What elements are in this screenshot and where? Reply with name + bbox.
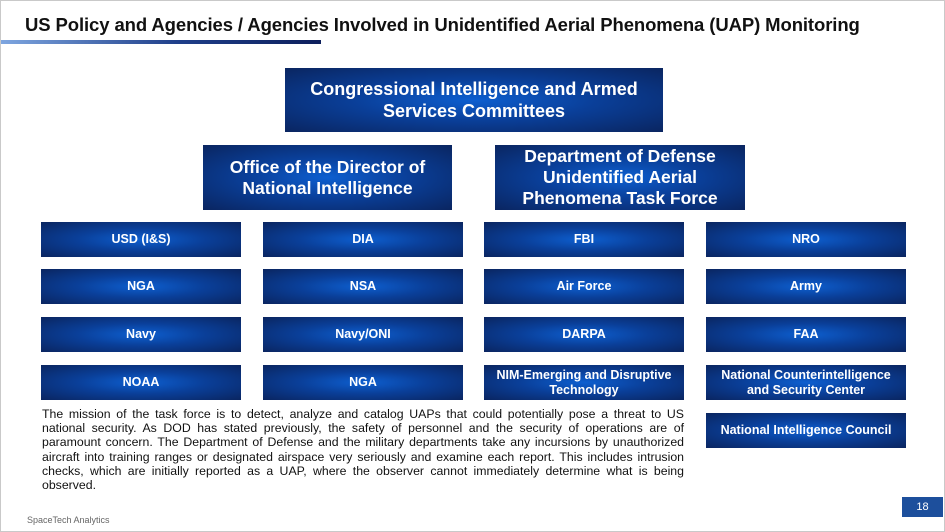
- agency-label: FBI: [573, 232, 595, 246]
- task-force-description: The mission of the task force is to detect, analyze and catalog UAPs that could potentially pose a threat to US national security. As DOD has stated previously, the safety of personnel and the security of operations are of paramount concern. The Department of Defense and the military departments take any incursions by unauthorized aircraft into training ranges or designated airspace very seriously and examine each report. This includes intrusion checks, which are initially reported as a UAP, where the observer cannot immediately determine what is being observed.: [42, 407, 684, 493]
- odni-label: Office of the Director of National Intelligence: [229, 156, 426, 198]
- agency-label: NSA: [349, 279, 377, 293]
- slide-title: US Policy and Agencies / Agencies Involved in Unidentified Aerial Phenomena (UAP) Monitoring: [25, 14, 860, 35]
- title-underline: [1, 40, 321, 44]
- agency-dia-box: [263, 222, 463, 257]
- agency-nim-edt-box: [484, 365, 684, 400]
- agency-label: National Counterintelligence and Security Center: [721, 367, 891, 397]
- agency-air-force-box: [484, 269, 684, 304]
- footer-company: SpaceTech Analytics: [27, 515, 110, 525]
- agency-army-box: [706, 269, 906, 304]
- page-number-badge: 18: [902, 497, 943, 517]
- agency-navy-box: [41, 317, 241, 352]
- agency-label: Navy/ONI: [335, 327, 391, 341]
- agency-label: National Intelligence Council: [720, 423, 892, 437]
- dod-task-force-box: [495, 145, 745, 210]
- agency-faa-box: [706, 317, 906, 352]
- agency-label: Navy: [126, 327, 156, 341]
- agency-label: USD (I&S): [111, 232, 171, 246]
- agency-nga-box: [41, 269, 241, 304]
- agency-label: DARPA: [562, 327, 606, 341]
- congressional-committees-box: [285, 68, 663, 132]
- odni-box: [203, 145, 452, 210]
- dod-task-force-label: Department of Defense Unidentified Aerial Phenomena Task Force: [522, 146, 718, 208]
- agency-navy-oni-box: [263, 317, 463, 352]
- agency-label: DIA: [352, 232, 374, 246]
- agency-ncsc-box: [706, 365, 906, 400]
- agency-label: NGA: [127, 279, 155, 293]
- agency-noaa-box: [41, 365, 241, 400]
- agency-label: NGA: [349, 375, 377, 389]
- agency-usd-is-box: [41, 222, 241, 257]
- agency-nga-2-box: [263, 365, 463, 400]
- agency-nsa-box: [263, 269, 463, 304]
- agency-label: NRO: [792, 232, 820, 246]
- agency-label: Air Force: [556, 279, 612, 293]
- agency-label: NOAA: [122, 375, 160, 389]
- congressional-committees-label: Congressional Intelligence and Armed Services Committees: [310, 79, 638, 121]
- agency-nro-box: [706, 222, 906, 257]
- agency-nic-box: [706, 413, 906, 448]
- agency-darpa-box: [484, 317, 684, 352]
- agency-label: FAA: [793, 327, 819, 341]
- agency-fbi-box: [484, 222, 684, 257]
- agency-label: NIM-Emerging and Disruptive Technology: [496, 367, 672, 397]
- agency-label: Army: [790, 279, 822, 293]
